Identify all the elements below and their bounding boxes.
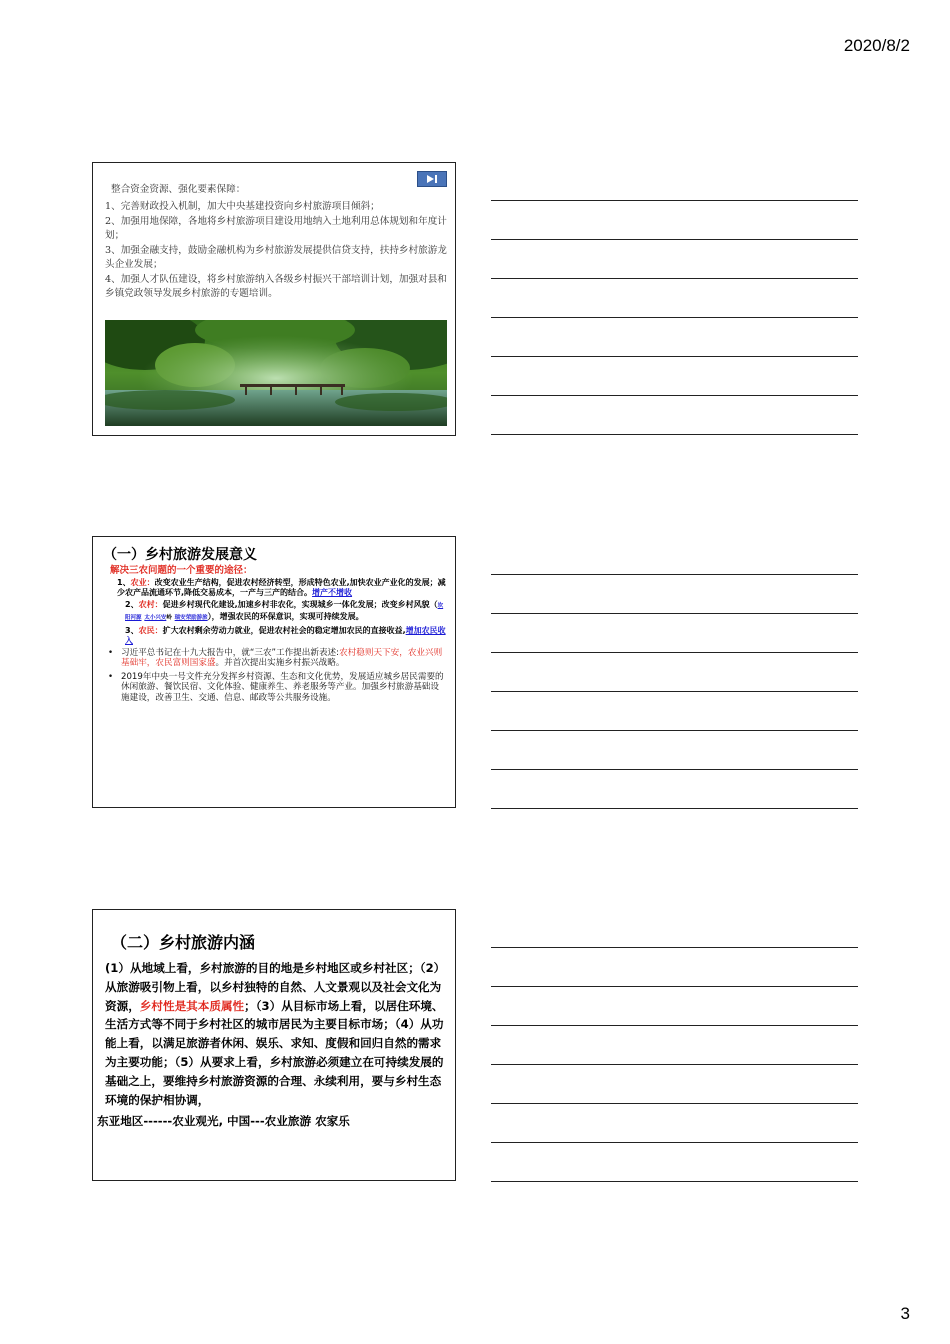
- item-text: 岭: [166, 614, 172, 621]
- slide-thumbnail-2: [92, 536, 456, 808]
- body-text: (1）从地域上看，乡村旅游的目的地是乡村地区或乡村社区；（2）从旅游吸引物上看，以乡村独特的自然、人文景观以及社会文化为资源，: [105, 961, 442, 1013]
- bullet-text: 习近平总书记在十九大报告中，就“三农”工作提出新表述:: [121, 648, 340, 658]
- item-text: 改变农业生产结构，促进农村经济转型，形成特色农业,加快农业产业化的发展；减少农产品流通环节,降低交易成本，一产与三产的结合。: [117, 578, 446, 597]
- forest-bridge-photo: [105, 320, 447, 426]
- item-link[interactable]: 瑞安荣励游旅: [174, 614, 208, 621]
- slide-thumbnail-3: [92, 909, 456, 1181]
- slide1-item: 3、加强金融支持，鼓励金融机构为乡村旅游发展提供信贷支持，扶持乡村旅游龙头企业发展；: [105, 245, 447, 270]
- item-link[interactable]: 太小兴安: [144, 614, 167, 621]
- slide1-text: [105, 183, 449, 302]
- bullet-text: 。并首次提出实施乡村振兴战略。: [215, 658, 345, 669]
- slide2-subtitle: 解决三农问题的一个重要的途径：: [110, 565, 253, 576]
- item-number: 3、: [125, 626, 139, 635]
- item-text: 扩大农村剩余劳动力就业，促进农村社会的稳定增加农民的直接收益,: [162, 626, 406, 635]
- item-number: 1、: [117, 578, 131, 587]
- slide3-body: [105, 959, 445, 1109]
- item-text: ），增强农民的环保意识，实现可持续发展。: [207, 611, 364, 621]
- item-text: 促进乡村现代化建设,加速乡村非农化，实现城乡一体化发展；改变乡村风貌（: [162, 600, 438, 609]
- slide2-title: （一）乡村旅游发展意义: [103, 547, 257, 563]
- slide1-item: 2、加强用地保障，各地将乡村旅游项目建设用地纳入土地利用总体规划和年度计划；: [105, 216, 447, 241]
- item-link[interactable]: 增产不增收: [312, 587, 353, 597]
- item-link[interactable]: 增加农民收入: [125, 626, 446, 645]
- item-label: 农民：: [138, 626, 163, 635]
- slide2-bullet: [103, 672, 447, 703]
- body-text: ；（3）从目标市场上看，以居住环境、生活方式等不同于乡村社区的城市居民为主要目标市场；（4）从功能上看，以满足旅游者休闲、娱乐、求知、度假和回归自然的需求为主要功能；（5）从要求上看，乡村旅游必须建立在可持续发展的基础之上，要维持乡村旅游资源的合理、永续利用，要与乡村生态环境的保护相协调，: [105, 998, 444, 1107]
- print-date: 2020/8/2: [843, 36, 910, 55]
- slide1-item: 1、完善财政投入机制，加大中央基建投资向乡村旅游项目倾斜；: [105, 200, 380, 212]
- bullet-dot: •: [108, 671, 114, 682]
- slide-thumbnail-1: [92, 162, 456, 436]
- slide3-footer: 东亚地区------农业观光, 中国---农业旅游 农家乐: [97, 1114, 350, 1129]
- bullet-highlight: 农村稳则天下安，农业兴则基础牢，农民富则国家盛: [121, 648, 443, 669]
- item-label: 农业：: [130, 578, 155, 587]
- item-label: 农村：: [138, 600, 163, 609]
- bullet-text: 2019年中央一号文件充分发挥乡村资源、生态和文化优势，发展适应城乡居民需要的休闲旅游、餐饮民宿、文化体验、健康养生、养老服务等产业。加强乡村旅游基础设施建设，改善卫生、交通、信息、邮政等公共服务设施。: [121, 671, 444, 703]
- slide2-item-farmer: [103, 626, 447, 645]
- slide2-item-village: [103, 600, 447, 623]
- bullet-dot: •: [108, 648, 114, 658]
- slide1-item: 4、加强人才队伍建设，将乡村旅游纳入各级乡村振兴干部培训计划，加强对县和乡镇党政领导发展乡村旅游的专题培训。: [105, 274, 447, 299]
- page-number: 3: [900, 1304, 910, 1323]
- slide2-item-agriculture: [103, 578, 447, 597]
- item-number: 2、: [125, 600, 139, 609]
- slide3-title: （二）乡村旅游内涵: [111, 933, 256, 952]
- item-link[interactable]: 坎阳河源: [125, 603, 444, 621]
- slide1-heading: 整合资金资源、强化要素保障：: [111, 184, 246, 195]
- slide2-bullet: [103, 648, 447, 669]
- body-highlight: 乡村性是其本质属性: [139, 998, 245, 1013]
